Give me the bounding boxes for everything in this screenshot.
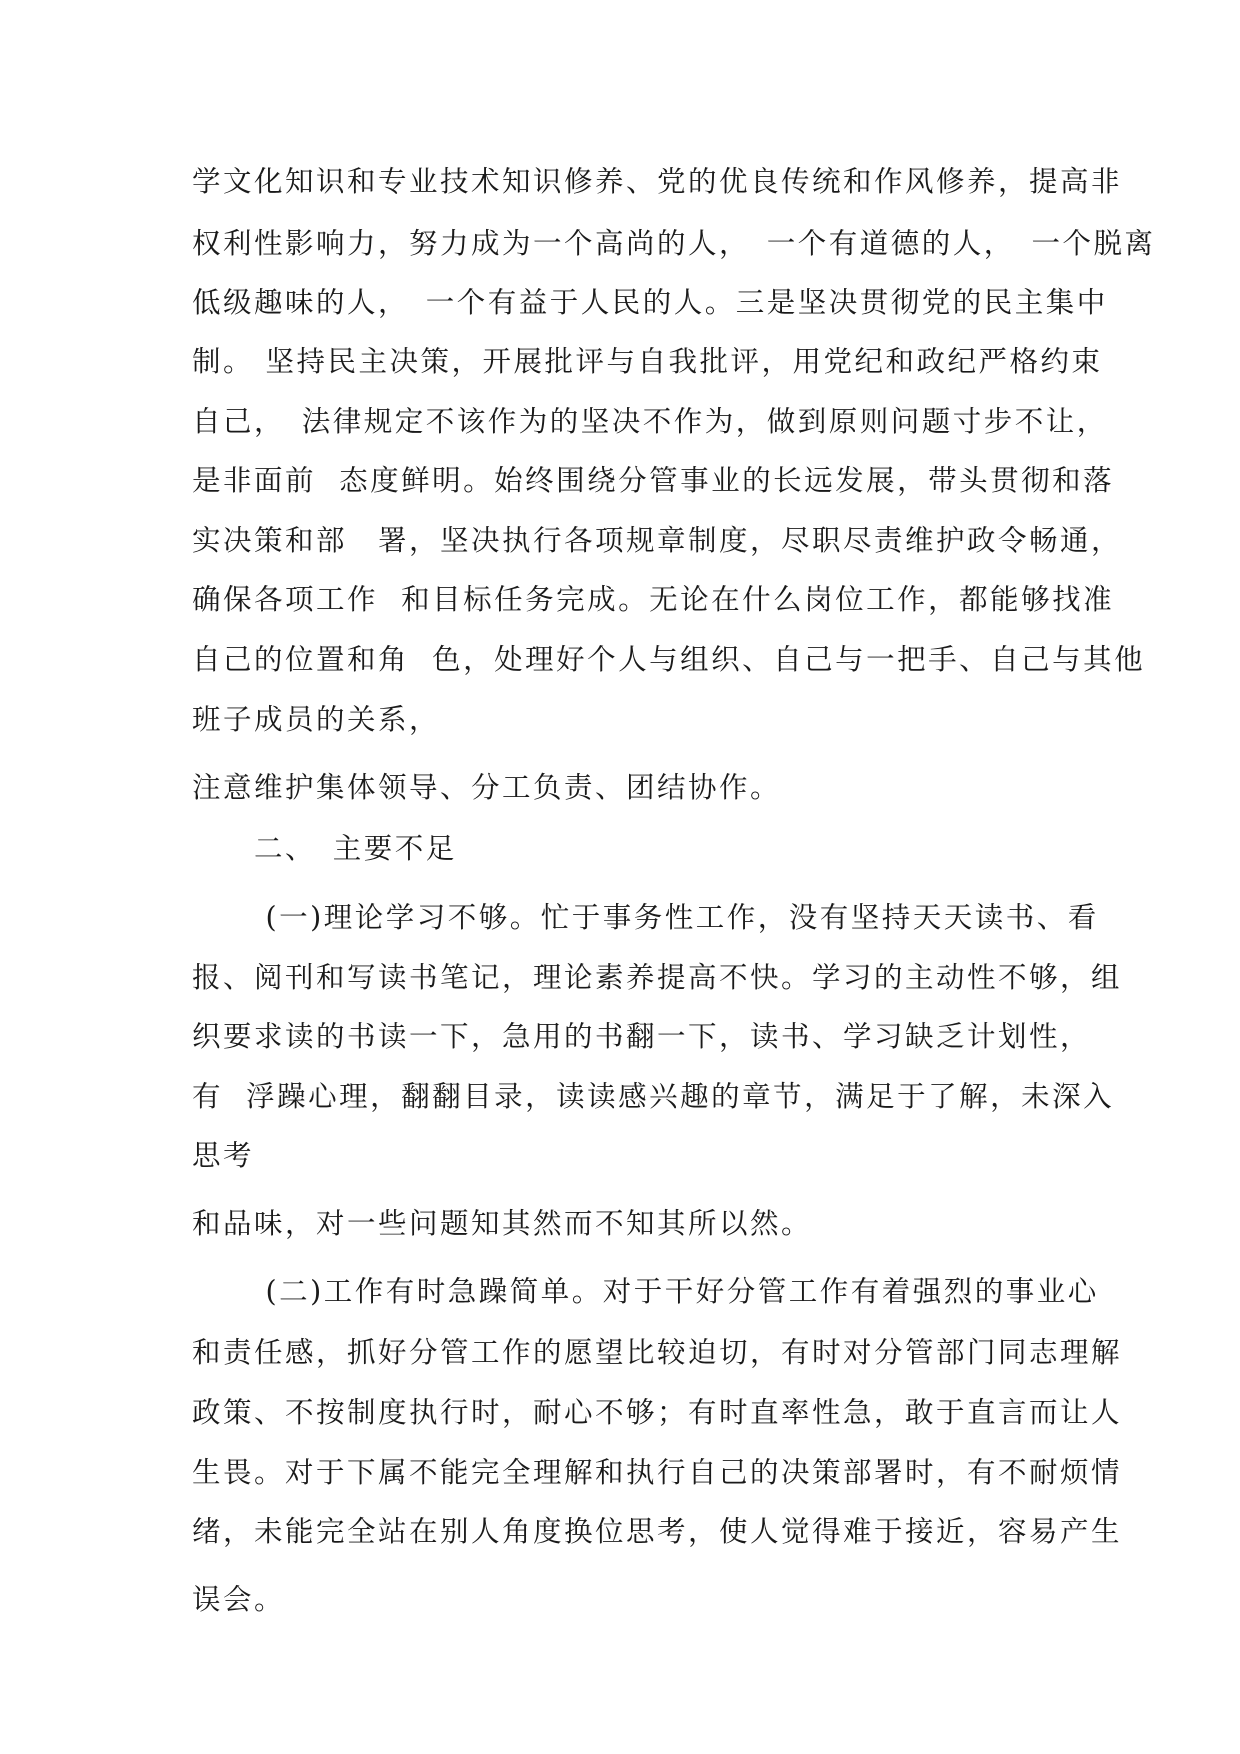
text-line: 是非面前 态度鲜明。始终围绕分管事业的长远发展，带头贯彻和落 — [192, 464, 1115, 497]
text-line: (二)工作有时急躁简单。对于干好分管工作有着强烈的事业心 — [192, 1275, 1099, 1308]
text-line: 自己， 法律规定不该作为的坚决不作为，做到原则问题寸步不让， — [192, 405, 1108, 438]
text-line: 误会。 — [192, 1583, 286, 1616]
text-line: 制。 坚持民主决策，开展批评与自我批评，用党纪和政纪严格约束 — [192, 345, 1103, 378]
text-line: 低级趣味的人， 一个有益于人民的人。三是坚决贯彻党的民主集中 — [192, 286, 1108, 319]
section-heading: 二、 主要不足 — [192, 832, 457, 865]
text-line: 实决策和部 署，坚决执行各项规章制度，尽职尽责维护政令畅通， — [192, 524, 1123, 557]
text-line: 自己的位置和角 色，处理好个人与组织、自己与一把手、自己与其他 — [192, 643, 1146, 676]
text-line: 学文化知识和专业技术知识修养、党的优良传统和作风修养，提高非 — [192, 165, 1123, 198]
text-line: 和责任感，抓好分管工作的愿望比较迫切，有时对分管部门同志理解 — [192, 1336, 1123, 1369]
text-line: 确保各项工作 和目标任务完成。无论在什么岗位工作，都能够找准 — [192, 583, 1115, 616]
text-line: 思考 — [192, 1139, 255, 1172]
text-line: 政策、不按制度执行时，耐心不够；有时直率性急，敢于直言而让人 — [192, 1396, 1123, 1429]
text-line: 报、阅刊和写读书笔记，理论素养提高不快。学习的主动性不够，组 — [192, 961, 1123, 994]
text-line: 和品味，对一些问题知其然而不知其所以然。 — [192, 1207, 813, 1240]
text-line: 绪，未能完全站在别人角度换位思考，使人觉得难于接近，容易产生 — [192, 1515, 1123, 1548]
text-line: 有 浮躁心理，翻翻目录，读读感兴趣的章节，满足于了解，未深入 — [192, 1080, 1115, 1113]
text-line: 班子成员的关系， — [192, 703, 441, 736]
text-line: 注意维护集体领导、分工负责、团结协作。 — [192, 771, 782, 804]
text-line: 生畏。对于下属不能完全理解和执行自己的决策部署时，有不耐烦情 — [192, 1456, 1123, 1489]
text-line: 织要求读的书读一下，急用的书翻一下，读书、学习缺乏计划性， — [192, 1020, 1092, 1053]
text-line: (一)理论学习不够。忙于事务性工作，没有坚持天天读书、看 — [192, 901, 1099, 934]
text-line: 权利性影响力，努力成为一个高尚的人， 一个有道德的人， 一个脱离 — [192, 227, 1156, 260]
